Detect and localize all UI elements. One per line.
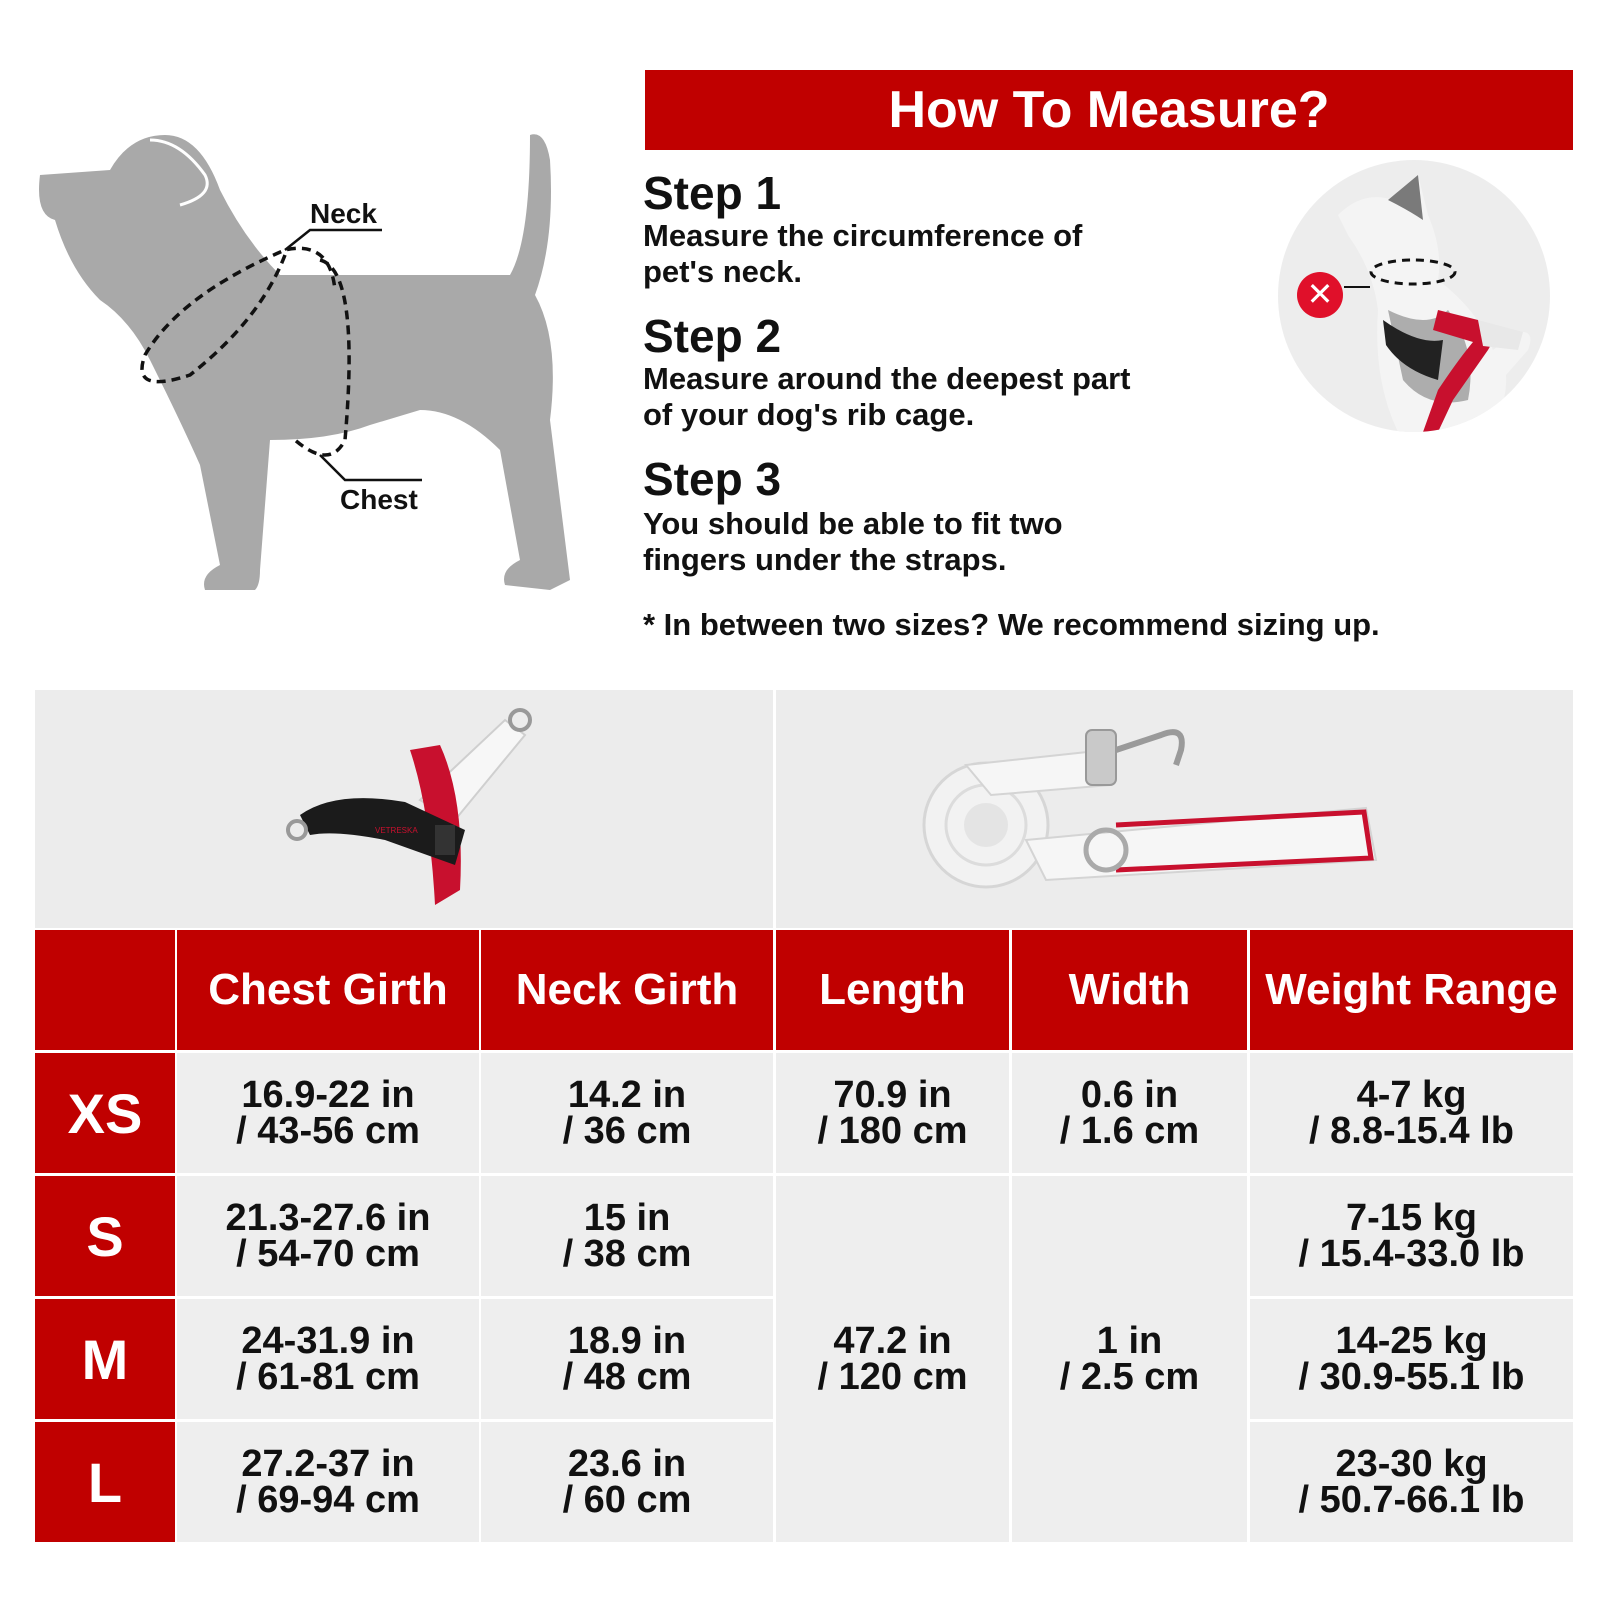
cell-text: / 61-81 cm [236,1356,420,1398]
cell-text: 16.9-22 in [241,1074,415,1116]
cell-text: 23.6 in [567,1443,687,1485]
leash-panel [776,690,1573,928]
cell-chest-l [177,1422,479,1542]
cell-text: / 50.7-66.1 lb [1298,1479,1525,1521]
step-3-title: Step 3 [643,453,782,505]
leash-icon [776,690,1573,928]
cell-width-xs [1012,1053,1247,1173]
row-label-xs: XS [35,1053,175,1173]
cell-text: 21.3-27.6 in [225,1197,431,1239]
step-1-title: Step 1 [643,167,782,219]
cell-text: 70.9 in [833,1074,952,1116]
cell-neck-xs [481,1053,773,1173]
cell-text: / 180 cm [817,1110,968,1152]
cell-text: 24-31.9 in [241,1320,415,1362]
cell-text: / 1.6 cm [1059,1110,1200,1152]
cell-width-s-l [1012,1176,1247,1542]
cell-text: 4-7 kg [1356,1074,1467,1116]
cell-text: / 8.8-15.4 lb [1309,1110,1514,1152]
cell-weight-m [1250,1299,1573,1419]
header-width: Width [1012,930,1247,1050]
cell-text: 27.2-37 in [241,1443,415,1485]
cell-text: / 120 cm [817,1356,968,1398]
header-weight-range: Weight Range [1250,930,1573,1050]
sizing-footnote: * In between two sizes? We recommend sizing up. [643,607,1380,642]
cell-text: / 69-94 cm [236,1479,420,1521]
cell-text: / 48 cm [562,1356,692,1398]
cell-neck-l [481,1422,773,1542]
table-header-corner [35,930,175,1050]
dog-diagram [30,120,590,610]
row-label-m: M [35,1299,175,1419]
step-1-text: Measure the circumference of pet's neck. [643,218,1083,289]
header-neck-girth: Neck Girth [481,930,773,1050]
cell-text: 15 in [583,1197,671,1239]
cell-chest-s [177,1176,479,1296]
cell-neck-s [481,1176,773,1296]
cell-text: 18.9 in [567,1320,687,1362]
cell-text: / 30.9-55.1 lb [1298,1356,1525,1398]
cell-text: / 54-70 cm [236,1233,420,1275]
cell-text: / 60 cm [562,1479,692,1521]
dog-silhouette-icon [30,120,590,610]
cell-length-xs [776,1053,1009,1173]
cell-weight-l [1250,1422,1573,1542]
cell-text: 1 in [1096,1320,1163,1362]
neck-label: Neck [310,198,377,229]
cell-text: / 2.5 cm [1059,1356,1200,1398]
harness-icon [35,690,773,928]
header-chest-girth: Chest Girth [177,930,479,1050]
cell-text: 47.2 in [833,1320,952,1362]
row-label-l: L [35,1422,175,1542]
step-3-text: You should be able to fit two fingers under the straps. [643,506,1063,577]
harness-brand: VETRESKA [375,826,418,835]
header-length: Length [776,930,1009,1050]
cell-weight-xs [1250,1053,1573,1173]
step-2-title: Step 2 [643,310,782,362]
cell-weight-s [1250,1176,1573,1296]
cell-text: / 15.4-33.0 lb [1298,1233,1525,1275]
cell-length-s-l [776,1176,1009,1542]
cell-chest-m [177,1299,479,1419]
cell-neck-m [481,1299,773,1419]
page-title: How To Measure? [645,70,1573,150]
close-icon: ✕ [1297,272,1343,318]
harness-panel [35,690,773,928]
row-label-s: S [35,1176,175,1296]
cell-text: / 43-56 cm [236,1110,420,1152]
cell-text: / 38 cm [562,1233,692,1275]
step-2-text: Measure around the deepest part of your dog's rib cage. [643,361,1131,432]
cell-text: 23-30 kg [1335,1443,1488,1485]
cell-text: 7-15 kg [1346,1197,1477,1239]
cell-text: 14-25 kg [1335,1320,1488,1362]
chest-label: Chest [340,484,418,515]
cell-text: / 36 cm [562,1110,692,1152]
cell-chest-xs [177,1053,479,1173]
cell-text: 14.2 in [567,1074,687,1116]
cell-text: 0.6 in [1080,1074,1179,1116]
